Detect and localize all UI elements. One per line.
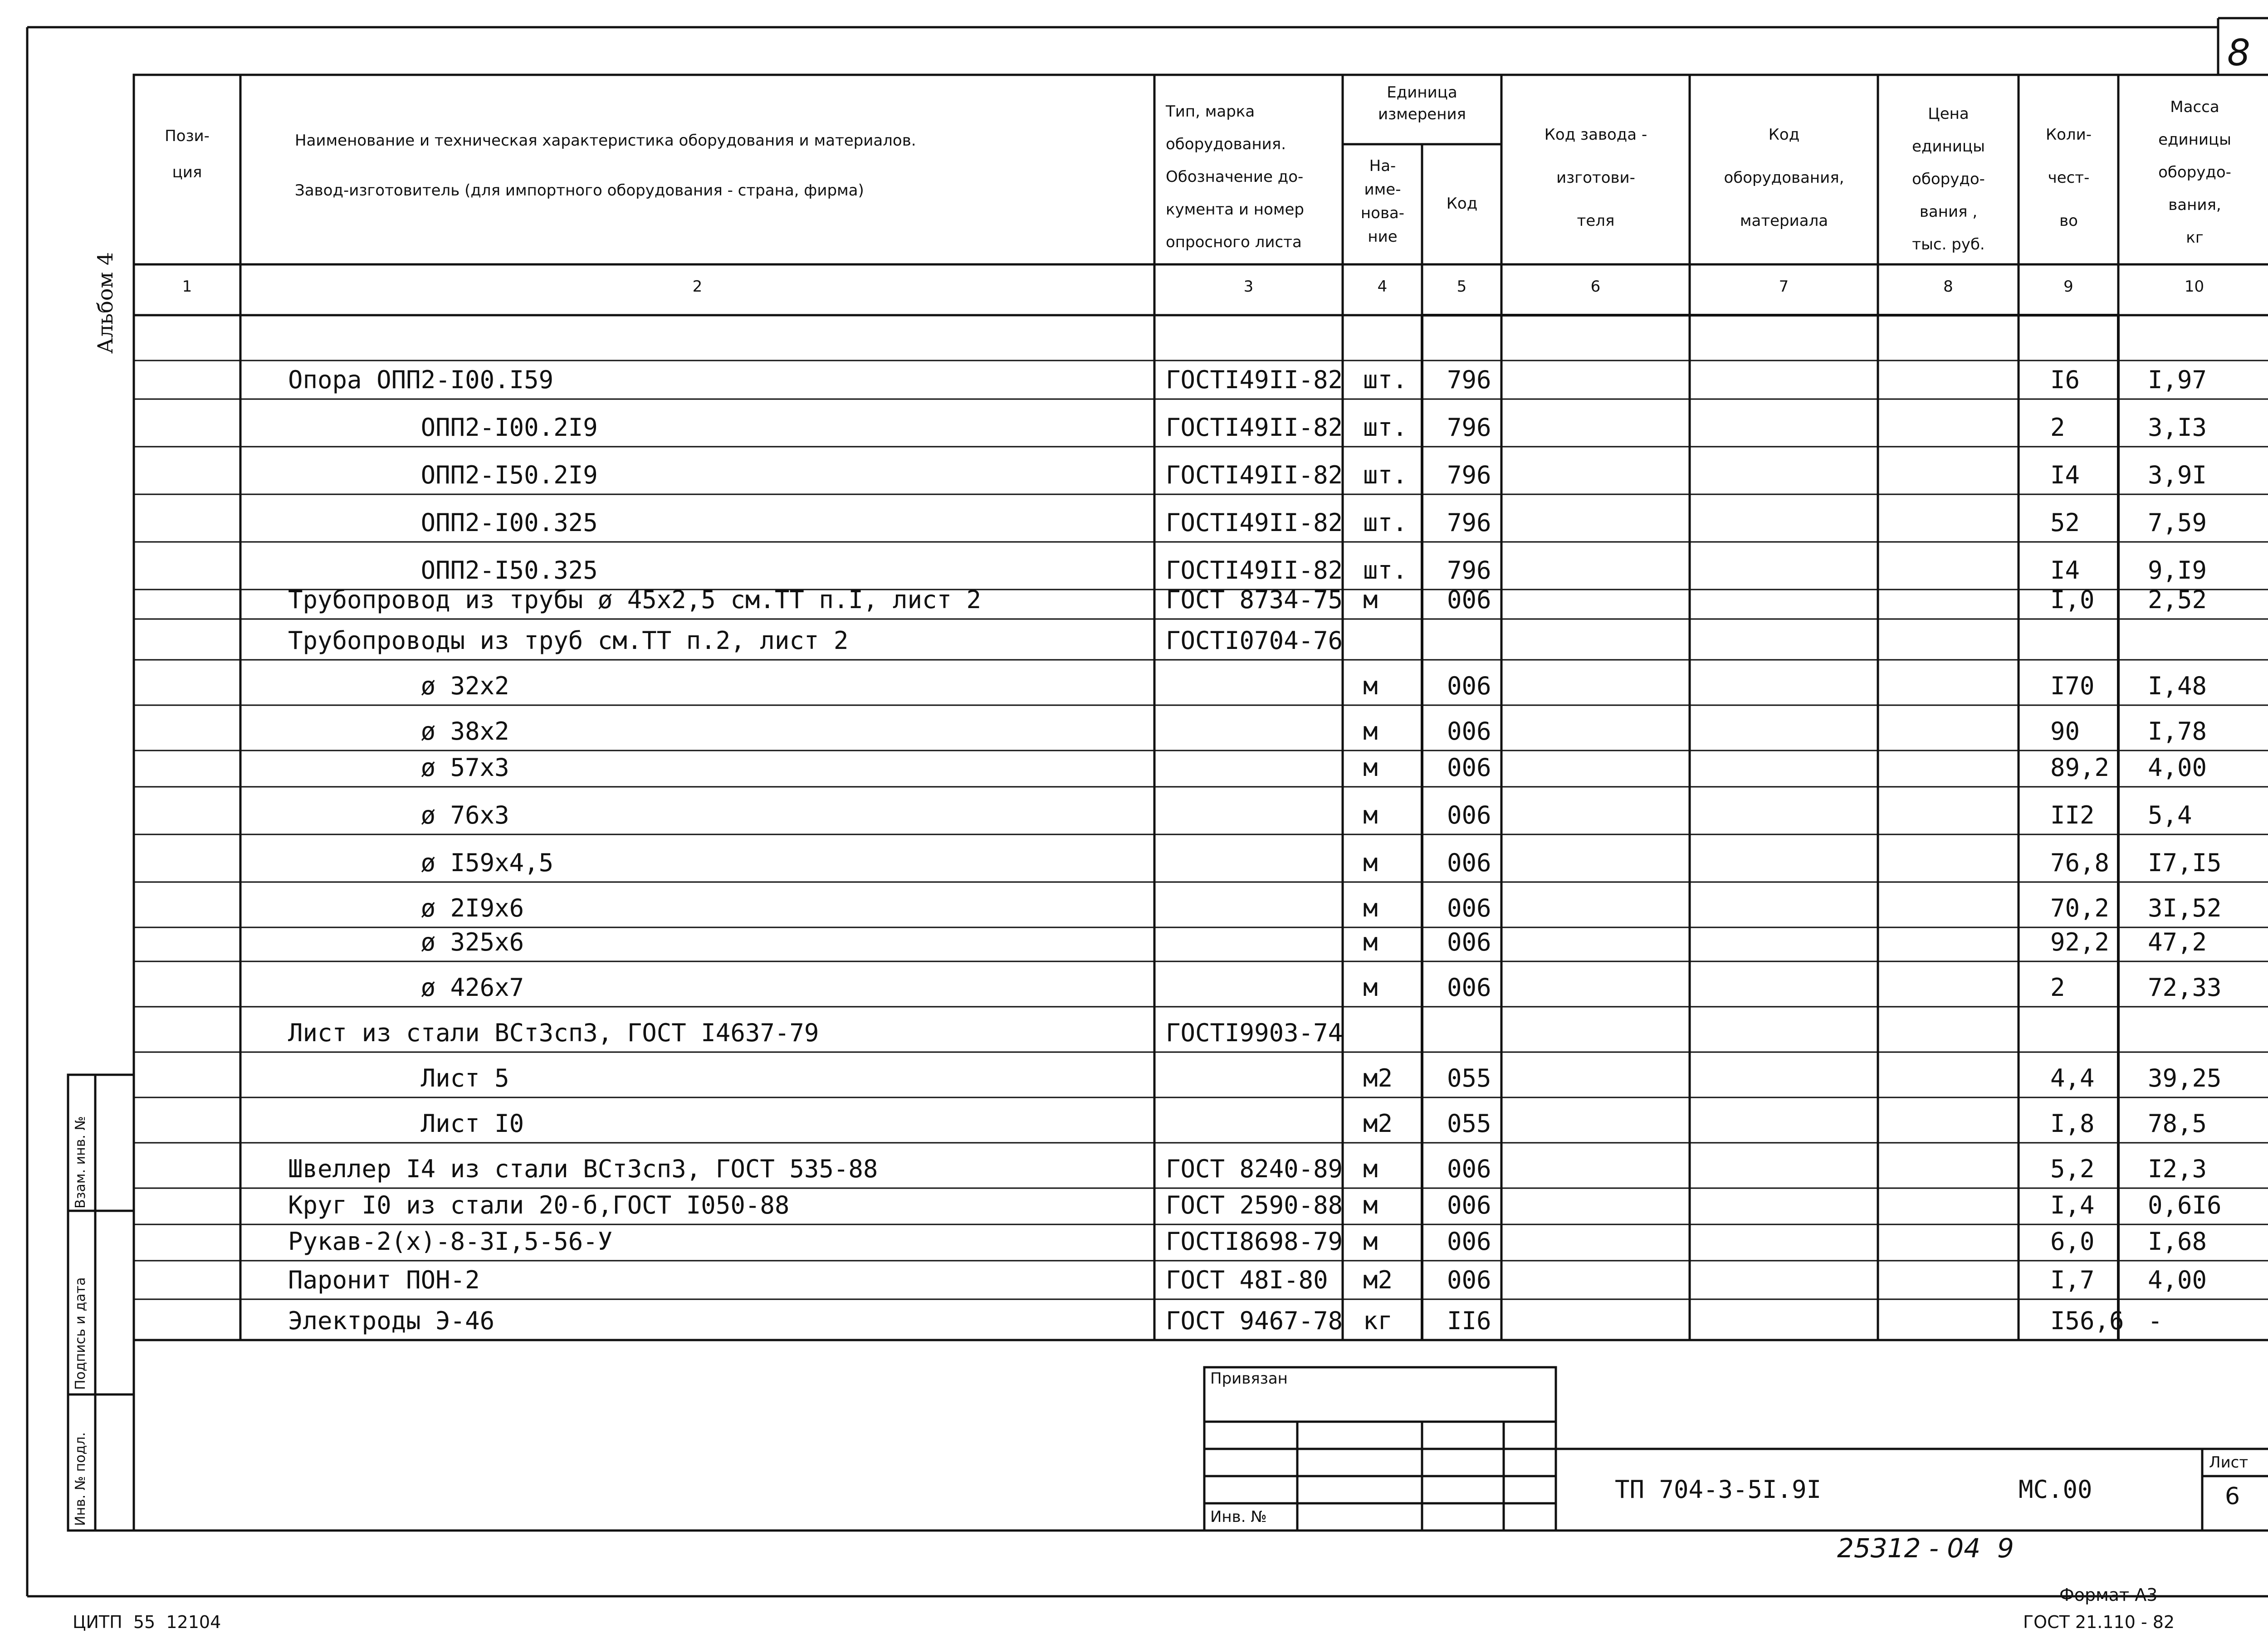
side-label-original-inv: Инв. № подл. (73, 1432, 88, 1526)
row-unit-code: 796 (1447, 508, 1491, 537)
column-number-4: 4 (1377, 278, 1388, 296)
row-unit: шт. (1363, 508, 1408, 537)
row-name: Круг I0 из стали 20-б,ГОСТ I050-88 (288, 1191, 790, 1219)
column-number-1: 1 (182, 278, 192, 296)
row-quantity: II2 (2050, 801, 2095, 829)
row-unit: м (1363, 717, 1378, 746)
row-unit: м (1363, 894, 1378, 922)
column-number-6: 6 (1590, 278, 1601, 296)
row-quantity: 6,0 (2050, 1227, 2095, 1256)
row-unit-code: 796 (1447, 461, 1491, 489)
stamp-code: МС.00 (2019, 1475, 2092, 1504)
row-name: ø 38x2 (288, 717, 509, 746)
row-name: Рукав-2(х)-8-3I,5-56-У (288, 1227, 613, 1256)
row-quantity: I4 (2050, 461, 2080, 489)
row-quantity: 76,8 (2050, 848, 2110, 877)
row-quantity: 92,2 (2050, 928, 2110, 956)
row-unit: шт. (1363, 413, 1408, 442)
row-unit: м (1363, 1155, 1378, 1183)
row-unit: м2 (1363, 1064, 1393, 1092)
row-quantity: 90 (2050, 717, 2080, 746)
header-unit-code: Код (1446, 195, 1478, 213)
format-label: Формат А3 (2059, 1585, 2158, 1605)
row-document: ГОСТ 2590-88 (1166, 1191, 1343, 1219)
row-unit-code: 006 (1447, 585, 1491, 614)
row-unit: м (1363, 801, 1378, 829)
row-document: ГОСТI49II-82 (1166, 556, 1343, 585)
stamp-inv-no: Инв. № (1210, 1508, 1267, 1526)
row-unit: м (1363, 973, 1378, 1002)
row-name: ОПП2-I50.2I9 (288, 461, 598, 489)
row-name: Лист из стали ВСт3сп3, ГОСТ I4637-79 (288, 1019, 819, 1047)
row-unit-code: 055 (1447, 1109, 1491, 1138)
row-unit-code: 006 (1447, 1191, 1491, 1219)
row-quantity: 52 (2050, 508, 2080, 537)
row-name: ø 426x7 (288, 973, 524, 1002)
row-name: Лист 5 (288, 1064, 509, 1092)
row-document: ГОСТ 8734-75 (1166, 585, 1343, 614)
row-mass: I,97 (2148, 366, 2207, 394)
row-quantity: 2 (2050, 973, 2065, 1002)
row-mass: 72,33 (2148, 973, 2222, 1002)
side-label-replaced-inv: Взам. инв. № (73, 1116, 88, 1209)
column-number-8: 8 (1943, 278, 1953, 296)
row-document: ГОСТI49II-82 (1166, 366, 1343, 394)
row-mass: 2,52 (2148, 585, 2207, 614)
row-mass: 39,25 (2148, 1064, 2222, 1092)
row-unit: шт. (1363, 556, 1408, 585)
row-unit: шт. (1363, 366, 1408, 394)
row-mass: I,48 (2148, 672, 2207, 700)
row-name: Трубопровод из трубы ø 45x2,5 см.ТТ п.I, лист 2 (288, 585, 982, 614)
row-quantity: I,8 (2050, 1109, 2095, 1138)
row-unit-code: 006 (1447, 928, 1491, 956)
row-unit: м2 (1363, 1266, 1393, 1294)
row-unit-code: 796 (1447, 366, 1491, 394)
column-number-3: 3 (1243, 278, 1254, 296)
row-document: ГОСТI49II-82 (1166, 461, 1343, 489)
column-number-5: 5 (1457, 278, 1467, 296)
gost-label: ГОСТ 21.110 - 82 (2023, 1612, 2175, 1632)
row-document: ГОСТ 9467-78 (1166, 1306, 1343, 1335)
row-unit-code: 796 (1447, 556, 1491, 585)
row-unit: м (1363, 928, 1378, 956)
row-document: ГОСТI49II-82 (1166, 413, 1343, 442)
row-mass: 3I,52 (2148, 894, 2222, 922)
row-unit-code: II6 (1447, 1306, 1491, 1335)
row-quantity: I,0 (2050, 585, 2095, 614)
header-type: Тип, марка оборудования. Обозначение до- кумента и номер опросного листа (1166, 102, 1304, 251)
row-name: Швеллер I4 из стали ВСт3сп3, ГОСТ 535-88 (288, 1155, 878, 1183)
row-mass: 78,5 (2148, 1109, 2207, 1138)
row-unit: м2 (1363, 1109, 1393, 1138)
row-quantity: I4 (2050, 556, 2080, 585)
org-label: ЦИТП 55 12104 (73, 1612, 221, 1632)
row-unit: м (1363, 672, 1378, 700)
row-document: ГОСТ 8240-89 (1166, 1155, 1343, 1183)
row-mass: 3,9I (2148, 461, 2207, 489)
row-quantity: 2 (2050, 413, 2065, 442)
row-document: ГОСТI8698-79 (1166, 1227, 1343, 1256)
row-unit-code: 006 (1447, 894, 1491, 922)
header-mass: Масса единицы оборудо- вания, кг (2158, 98, 2231, 247)
row-unit-code: 796 (1447, 413, 1491, 442)
header-unit: Единица измерения (1378, 83, 1466, 123)
column-number-7: 7 (1779, 278, 1789, 296)
column-number-9: 9 (2063, 278, 2073, 296)
row-mass: 0,6I6 (2148, 1191, 2222, 1219)
row-unit: м (1363, 1227, 1378, 1256)
row-name: ОПП2-I50.325 (288, 556, 598, 585)
row-mass: 9,I9 (2148, 556, 2207, 585)
row-unit-code: 006 (1447, 672, 1491, 700)
row-unit: шт. (1363, 461, 1408, 489)
row-name: Трубопроводы из труб см.ТТ п.2, лист 2 (288, 626, 849, 655)
row-unit-code: 006 (1447, 1266, 1491, 1294)
page-number: 8 (2227, 32, 2250, 74)
column-number-2: 2 (692, 278, 703, 296)
row-quantity: I,7 (2050, 1266, 2095, 1294)
stamp-sheet-number: 6 (2225, 1483, 2240, 1510)
row-unit-code: 006 (1447, 848, 1491, 877)
row-name: ø 32x2 (288, 672, 509, 700)
row-name: ОПП2-I00.325 (288, 508, 598, 537)
row-quantity: 70,2 (2050, 894, 2110, 922)
row-mass: 7,59 (2148, 508, 2207, 537)
row-name: ø 325x6 (288, 928, 524, 956)
stamp-designation: ТП 704-3-5I.9I (1615, 1475, 1822, 1504)
row-quantity: I,4 (2050, 1191, 2095, 1219)
row-name: ø 76x3 (288, 801, 509, 829)
row-unit-code: 006 (1447, 973, 1491, 1002)
row-unit: м (1363, 848, 1378, 877)
stamp-privyazan: Привязан (1210, 1370, 1288, 1388)
row-unit-code: 006 (1447, 801, 1491, 829)
row-name: Паронит ПОН-2 (288, 1266, 480, 1294)
header-unit-name: На- име- нова- ние (1360, 157, 1405, 246)
row-unit-code: 006 (1447, 753, 1491, 782)
row-unit-code: 055 (1447, 1064, 1491, 1092)
column-number-10: 10 (2184, 278, 2204, 296)
row-name: ø 2I9x6 (288, 894, 524, 922)
row-mass: 4,00 (2148, 753, 2207, 782)
row-mass: I2,3 (2148, 1155, 2207, 1183)
row-document: ГОСТ 48I-80 (1166, 1266, 1328, 1294)
row-quantity: 89,2 (2050, 753, 2110, 782)
row-name: Лист I0 (288, 1109, 524, 1138)
stamp-sheet-label: Лист (2209, 1453, 2248, 1472)
row-unit: м (1363, 1191, 1378, 1219)
row-unit-code: 006 (1447, 717, 1491, 746)
row-name: ø 57x3 (288, 753, 509, 782)
row-name: ОПП2-I00.2I9 (288, 413, 598, 442)
row-unit: м (1363, 753, 1378, 782)
row-unit: кг (1363, 1306, 1393, 1335)
row-mass: I7,I5 (2148, 848, 2222, 877)
row-mass: 3,I3 (2148, 413, 2207, 442)
row-mass: - (2148, 1306, 2163, 1335)
side-label-signature-date: Подпись и дата (73, 1277, 88, 1390)
row-quantity: 5,2 (2050, 1155, 2095, 1183)
row-quantity: I6 (2050, 366, 2080, 394)
header-quantity: Коли- чест- во (2045, 126, 2092, 230)
row-unit-code: 006 (1447, 1155, 1491, 1183)
handwritten-number: 25312 - 04 9 (1837, 1533, 2014, 1564)
row-document: ГОСТI0704-76 (1166, 626, 1343, 655)
row-mass: 4,00 (2148, 1266, 2207, 1294)
row-unit-code: 006 (1447, 1227, 1491, 1256)
row-mass: I,68 (2148, 1227, 2207, 1256)
row-name: Электроды Э-46 (288, 1306, 495, 1335)
header-price: Цена единицы оборудо- вания , тыс. руб. (1912, 105, 1985, 253)
row-mass: 5,4 (2148, 801, 2192, 829)
row-quantity: 4,4 (2050, 1064, 2095, 1092)
header-name: Наименование и техническая характеристика оборудования и материалов. Завод-изготовитель (для импортного оборудования - страна, фирма) (295, 132, 916, 200)
row-name: Опора ОПП2-I00.I59 (288, 366, 554, 394)
row-unit: м (1363, 585, 1378, 614)
row-document: ГОСТI49II-82 (1166, 508, 1343, 537)
row-quantity: I70 (2050, 672, 2095, 700)
album-label: Альбом 4 (93, 252, 117, 354)
row-document: ГОСТI9903-74 (1166, 1019, 1343, 1047)
header-equipment-code: Код оборудования, материала (1724, 126, 1844, 230)
row-mass: I,78 (2148, 717, 2207, 746)
row-mass: 47,2 (2148, 928, 2207, 956)
row-name: ø I59x4,5 (288, 848, 554, 877)
row-quantity: I56,6 (2050, 1306, 2124, 1335)
header-position: Пози- ция (165, 127, 210, 181)
header-factory-code: Код завода - изготови- теля (1544, 126, 1647, 230)
